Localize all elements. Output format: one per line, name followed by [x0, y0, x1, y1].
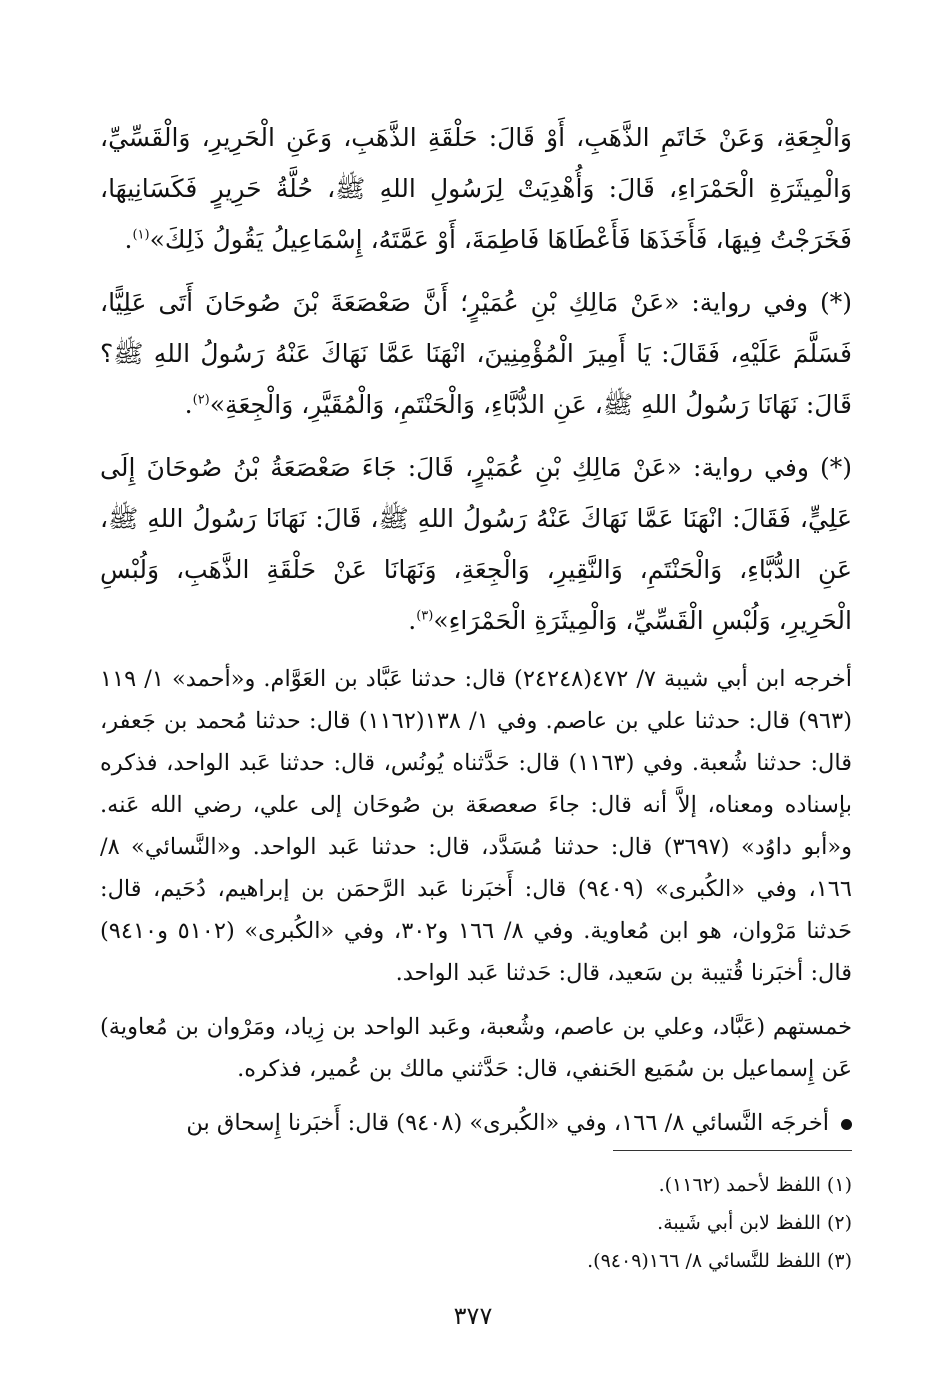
period: .	[184, 390, 193, 419]
period: .	[408, 606, 417, 635]
hadith-text: (*) وفي رواية: «عَنْ مَالِكِ بْنِ عُمَيْرٍ، قَالَ: جَاءَ صَعْصَعَةُ بْنُ صُوحَانَ إِلَى عَلِيٍّ، فَقَالَ: انْهَنَا عَمَّا نَهَاكَ عَنْهُ رَسُولُ اللهِ ﷺ، قَالَ: نَهَانَا رَسُولُ اللهِ ﷺ، عَنِ الدُّبَّاءِ، وَالْحَنْتَمِ، وَالنَّقِيرِ، وَالْجِعَةِ، وَنَهَانَا عَنْ حَلْقَةِ الذَّهَبِ، وَلُبْسِ الْحَرِيرِ، وَلُبْسِ الْقَسِّيِّ، وَالْمِيثَرَةِ الْحَمْرَاءِ»	[100, 453, 852, 635]
footnote-divider	[613, 1150, 852, 1151]
period: .	[124, 225, 133, 254]
takhrij-paragraph-2: خمستهم (عَبَّاد، وعلي بن عاصم، وشُعبة، وعَبد الواحد بن زِياد، ومَرْوان بن مُعاوية) عَن إِسماعيل بن سُمَيع الحَنفي، قال: حَدَّثني مالك بن عُمير، فذكره.	[100, 1014, 852, 1082]
page-body	[100, 112, 852, 1156]
footnote-marker: (١)	[132, 227, 150, 243]
takhrij-bullet-line	[100, 1102, 852, 1144]
hadith-text: (*) وفي رواية: «عَنْ مَالِكِ بْنِ عُمَيْرٍ؛ أَنَّ صَعْصَعَةَ بْنَ صُوحَانَ أَتَى عَلِيًّا، فَسَلَّمَ عَلَيْهِ، فَقَالَ: يَا أَمِيرَ الْمُؤْمِنِينَ، انْهَنَا عَمَّا نَهَاكَ عَنْهُ رَسُولُ اللهِ ﷺ؟ قَالَ: نَهَانَا رَسُولُ اللهِ ﷺ، عَنِ الدُّبَّاءِ، وَالْحَنْتَمِ، وَالْمُقَيَّرِ، وَالْجِعَةِ»	[100, 288, 852, 419]
footnote-1: (١) اللفظ لأحمد (١١٦٢).	[658, 1174, 852, 1196]
footnote-marker: (٢)	[192, 392, 210, 408]
takhrij-paragraph-1: أخرجه ابن أبي شيبة ٧/ ٤٧٢(٢٤٢٤٨) قال: حدثنا عَبَّاد بن العَوَّام. و«أحمد» ١/ ١١٩ (٩٦٣) قال: حدثنا علي بن عاصم. وفي ١/ ١٣٨(١١٦٢) قال: حدثنا مُحمد بن جَعفر، قال: حدثنا شُعبة. وفي (١١٦٣) قال: حَدَّثناه يُونُس، قال: حدثنا عَبد الواحد، فذكره بإسناده ومعناه، إلاَّ أنه قال: جاءَ صعصعَة بن صُوحَان إلى علي، رضي الله عَنه. و«أبو داوُد» (٣٦٩٧) قال: حدثنا مُسَدَّد، قال: حدثنا عَبد الواحد. و«النَّسائي» ٨/ ١٦٦، وفي «الكُبرى» (٩٤٠٩) قال: أَخبَرنا عَبد الرَّحمَن بن إبراهيم، دُحَيم، قال: حَدثنا مَرْوان، هو ابن مُعاوية. وفي ٨/ ١٦٦ و٣٠٢، وفي «الكُبرى» (٥١٠٢ و٩٤١٠) قال: أخبَرنا قُتيبة بن سَعيد، قال: حَدثنا عَبد الواحد.	[100, 666, 853, 986]
page-number: ٣٧٧	[453, 1302, 493, 1330]
hadith-paragraph-2	[100, 277, 852, 430]
hadith-paragraph-3	[100, 442, 852, 646]
bullet-text: أخرجَه النَّسائي ٨/ ١٦٦، وفي «الكُبرى» (٩٤٠٨) قال: أَخبَرنا إِسحاق بن	[186, 1110, 829, 1136]
hadith-text: وَالْجِعَةِ، وَعَنْ خَاتَمِ الذَّهَبِ، أَوْ قَالَ: حَلْقَةِ الذَّهَبِ، وَعَنِ الْحَرِيرِ، وَالْقَسِّيِّ، وَالْمِيثَرَةِ الْحَمْرَاءِ، قَالَ: وَأُهْدِيَتْ لِرَسُولِ اللهِ ﷺ، حُلَّةُ حَرِيرٍ فَكَسَانِيهَا، فَخَرَجْتُ فِيهَا، فَأَخَذَهَا فَأَعْطَاهَا فَاطِمَةَ، أَوْ عَمَّتَهُ، إِسْمَاعِيلُ يَقُولُ ذَلِكَ»	[100, 123, 852, 254]
footnotes	[100, 1166, 852, 1280]
bullet-icon	[841, 1119, 852, 1130]
footnote-marker: (٣)	[416, 608, 434, 624]
footnote-3: (٣) اللفظ للنَّسائي ٨/ ١٦٦(٩٤٠٩).	[587, 1250, 852, 1272]
hadith-paragraph-1	[100, 112, 852, 265]
footnote-2: (٢) اللفظ لابن أبي شَيبة.	[657, 1212, 852, 1234]
